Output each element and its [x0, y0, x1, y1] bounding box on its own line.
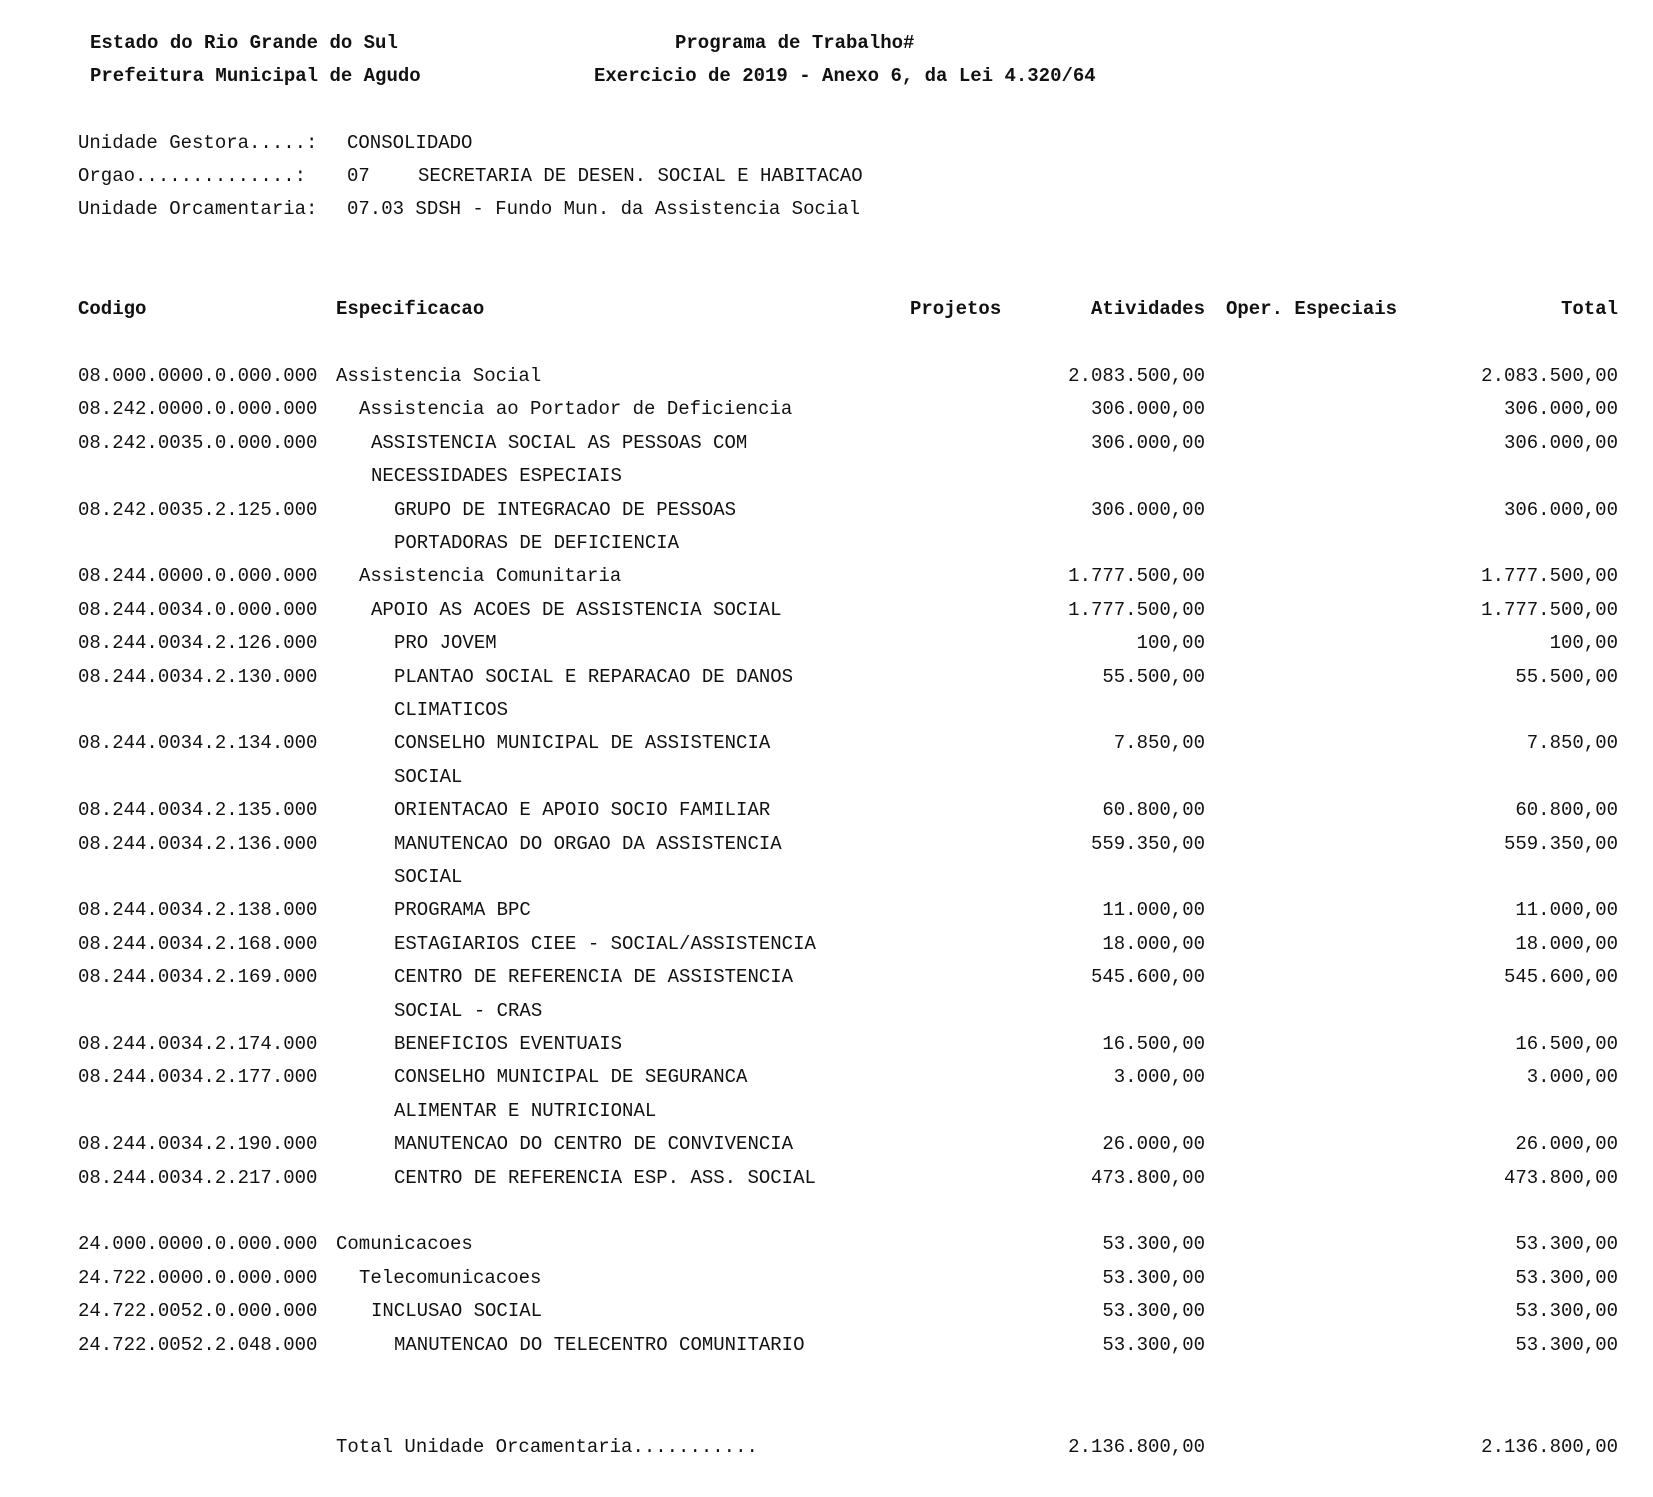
row-especificacao: CONSELHO MUNICIPAL DE SEGURANCA [394, 1066, 748, 1089]
row-total: 2.083.500,00 [1481, 365, 1618, 387]
row-codigo: 08.244.0034.2.130.000 [78, 665, 318, 688]
row-atividades: 100,00 [1136, 632, 1205, 655]
row-especificacao: Comunicacoes [336, 1233, 473, 1256]
row-codigo: 08.244.0034.2.126.000 [78, 632, 318, 655]
total-value: 2.136.800,00 [1481, 1436, 1618, 1458]
row-especificacao: PLANTAO SOCIAL E REPARACAO DE DANOS [394, 665, 794, 688]
row-especificacao: ASSISTENCIA SOCIAL AS PESSOAS COM [371, 431, 748, 454]
report-subtitle: Exercicio de 2019 - Anexo 6, da Lei 4.320/64 [594, 65, 1096, 87]
column-header-especificacao: Especificacao [336, 298, 485, 320]
row-codigo: 24.722.0000.0.000.000 [78, 1266, 318, 1289]
column-header-atividades: Atividades [1090, 298, 1205, 320]
row-total: 26.000,00 [1515, 1133, 1618, 1156]
row-total: 60.800,00 [1515, 799, 1618, 822]
row-atividades: 306.000,00 [1090, 498, 1205, 521]
row-codigo: 08.244.0034.2.136.000 [78, 832, 318, 855]
row-atividades: 306.000,00 [1090, 431, 1205, 454]
report-title: Programa de Trabalho# [675, 32, 915, 54]
row-codigo: 08.244.0034.2.168.000 [78, 932, 318, 955]
row-atividades: 545.600,00 [1090, 966, 1205, 989]
row-atividades: 473.800,00 [1090, 1166, 1205, 1189]
row-total: 11.000,00 [1515, 899, 1618, 922]
row-atividades: 53.300,00 [1102, 1266, 1205, 1289]
row-atividades: 53.300,00 [1102, 1300, 1205, 1323]
unidade-gestora-label: Unidade Gestora.....: [78, 132, 318, 154]
row-total: 53.300,00 [1515, 1333, 1618, 1356]
row-especificacao: NECESSIDADES ESPECIAIS [371, 465, 622, 488]
row-especificacao: SOCIAL [394, 866, 463, 888]
column-header-codigo: Codigo [78, 298, 147, 320]
row-especificacao: CENTRO DE REFERENCIA DE ASSISTENCIA [394, 966, 794, 989]
row-especificacao: ESTAGIARIOS CIEE - SOCIAL/ASSISTENCIA [394, 932, 816, 955]
unidade-gestora-value: CONSOLIDADO [347, 132, 473, 154]
row-codigo: 08.244.0034.2.138.000 [78, 899, 318, 922]
row-atividades: 2.083.500,00 [1068, 365, 1205, 387]
row-codigo: 08.244.0034.2.177.000 [78, 1066, 318, 1089]
row-codigo: 08.244.0034.2.217.000 [78, 1166, 318, 1189]
row-especificacao: ORIENTACAO E APOIO SOCIO FAMILIAR [394, 799, 771, 822]
row-codigo: 24.722.0052.2.048.000 [78, 1333, 318, 1356]
row-especificacao: CONSELHO MUNICIPAL DE ASSISTENCIA [394, 732, 771, 755]
row-codigo: 08.244.0034.2.174.000 [78, 1033, 318, 1055]
row-atividades: 16.500,00 [1102, 1033, 1205, 1055]
row-codigo: 08.000.0000.0.000.000 [78, 365, 318, 387]
row-total: 1.777.500,00 [1481, 565, 1618, 588]
row-total: 53.300,00 [1515, 1233, 1618, 1256]
orgao-name: SECRETARIA DE DESEN. SOCIAL E HABITACAO [418, 165, 863, 187]
row-codigo: 08.244.0034.2.134.000 [78, 732, 318, 755]
row-total: 306.000,00 [1503, 431, 1618, 454]
row-atividades: 559.350,00 [1090, 832, 1205, 855]
row-codigo: 08.244.0000.0.000.000 [78, 565, 318, 588]
row-especificacao: MANUTENCAO DO TELECENTRO COMUNITARIO [394, 1333, 805, 1356]
row-especificacao: MANUTENCAO DO ORGAO DA ASSISTENCIA [394, 832, 782, 855]
row-atividades: 3.000,00 [1113, 1066, 1205, 1089]
column-header-total: Total [1560, 298, 1618, 320]
row-codigo: 08.244.0034.2.169.000 [78, 966, 318, 989]
row-atividades: 7.850,00 [1113, 732, 1205, 755]
row-codigo: 24.722.0052.0.000.000 [78, 1300, 318, 1323]
row-total: 3.000,00 [1526, 1066, 1618, 1089]
prefecture-name: Prefeitura Municipal de Agudo [90, 65, 421, 87]
row-especificacao: Telecomunicacoes [359, 1266, 542, 1289]
row-atividades: 60.800,00 [1102, 799, 1205, 822]
row-especificacao: BENEFICIOS EVENTUAIS [394, 1033, 623, 1055]
row-total: 545.600,00 [1503, 966, 1618, 989]
row-total: 306.000,00 [1503, 398, 1618, 421]
row-especificacao: SOCIAL [394, 765, 463, 788]
row-codigo: 08.242.0035.0.000.000 [78, 431, 318, 454]
row-total: 306.000,00 [1503, 498, 1618, 521]
row-atividades: 1.777.500,00 [1068, 598, 1205, 621]
state-name: Estado do Rio Grande do Sul [90, 32, 398, 54]
row-atividades: 306.000,00 [1090, 398, 1205, 421]
row-total: 100,00 [1549, 632, 1618, 655]
row-total: 1.777.500,00 [1481, 598, 1618, 621]
row-especificacao: PORTADORAS DE DEFICIENCIA [394, 532, 680, 554]
row-total: 473.800,00 [1503, 1166, 1618, 1189]
row-atividades: 53.300,00 [1102, 1233, 1205, 1256]
row-especificacao: INCLUSAO SOCIAL [371, 1300, 543, 1323]
row-total: 7.850,00 [1526, 732, 1618, 755]
unidade-orcamentaria-label: Unidade Orcamentaria: [78, 198, 318, 220]
row-especificacao: MANUTENCAO DO CENTRO DE CONVIVENCIA [394, 1133, 794, 1156]
orgao-code: 07 [347, 165, 370, 187]
row-especificacao: ALIMENTAR E NUTRICIONAL [394, 1099, 657, 1122]
row-especificacao: GRUPO DE INTEGRACAO DE PESSOAS [394, 498, 737, 521]
row-atividades: 26.000,00 [1102, 1133, 1205, 1156]
row-codigo: 08.242.0035.2.125.000 [78, 498, 318, 521]
row-especificacao: SOCIAL - CRAS [394, 999, 543, 1022]
orgao-label: Orgao..............: [78, 165, 307, 187]
row-atividades: 1.777.500,00 [1068, 565, 1205, 588]
row-especificacao: CENTRO DE REFERENCIA ESP. ASS. SOCIAL [394, 1166, 816, 1189]
row-total: 55.500,00 [1515, 665, 1618, 688]
column-header-projetos: Projetos [910, 298, 1002, 320]
column-header-oper-especiais: Oper. Especiais [1226, 298, 1398, 320]
row-codigo: 08.244.0034.0.000.000 [78, 598, 318, 621]
row-total: 16.500,00 [1515, 1033, 1618, 1055]
unidade-orcamentaria-value: 07.03 SDSH - Fundo Mun. da Assistencia Social [347, 198, 861, 220]
row-atividades: 11.000,00 [1102, 899, 1205, 922]
row-total: 18.000,00 [1515, 932, 1618, 955]
row-especificacao: Assistencia ao Portador de Deficiencia [359, 398, 793, 421]
row-atividades: 53.300,00 [1102, 1333, 1205, 1356]
row-especificacao: APOIO AS ACOES DE ASSISTENCIA SOCIAL [371, 598, 782, 621]
row-codigo: 24.000.0000.0.000.000 [78, 1233, 318, 1256]
row-especificacao: PROGRAMA BPC [394, 899, 531, 922]
row-especificacao: CLIMATICOS [394, 699, 509, 721]
row-codigo: 08.244.0034.2.190.000 [78, 1133, 318, 1156]
row-total: 53.300,00 [1515, 1266, 1618, 1289]
row-total: 53.300,00 [1515, 1300, 1618, 1323]
row-especificacao: PRO JOVEM [394, 632, 497, 655]
row-especificacao: Assistencia Social [336, 365, 542, 387]
row-atividades: 55.500,00 [1102, 665, 1205, 688]
row-especificacao: Assistencia Comunitaria [359, 565, 622, 588]
row-codigo: 08.244.0034.2.135.000 [78, 799, 318, 822]
row-codigo: 08.242.0000.0.000.000 [78, 398, 318, 421]
total-label: Total Unidade Orcamentaria........... [336, 1436, 758, 1458]
total-atividades: 2.136.800,00 [1068, 1436, 1205, 1458]
row-total: 559.350,00 [1503, 832, 1618, 855]
row-atividades: 18.000,00 [1102, 932, 1205, 955]
